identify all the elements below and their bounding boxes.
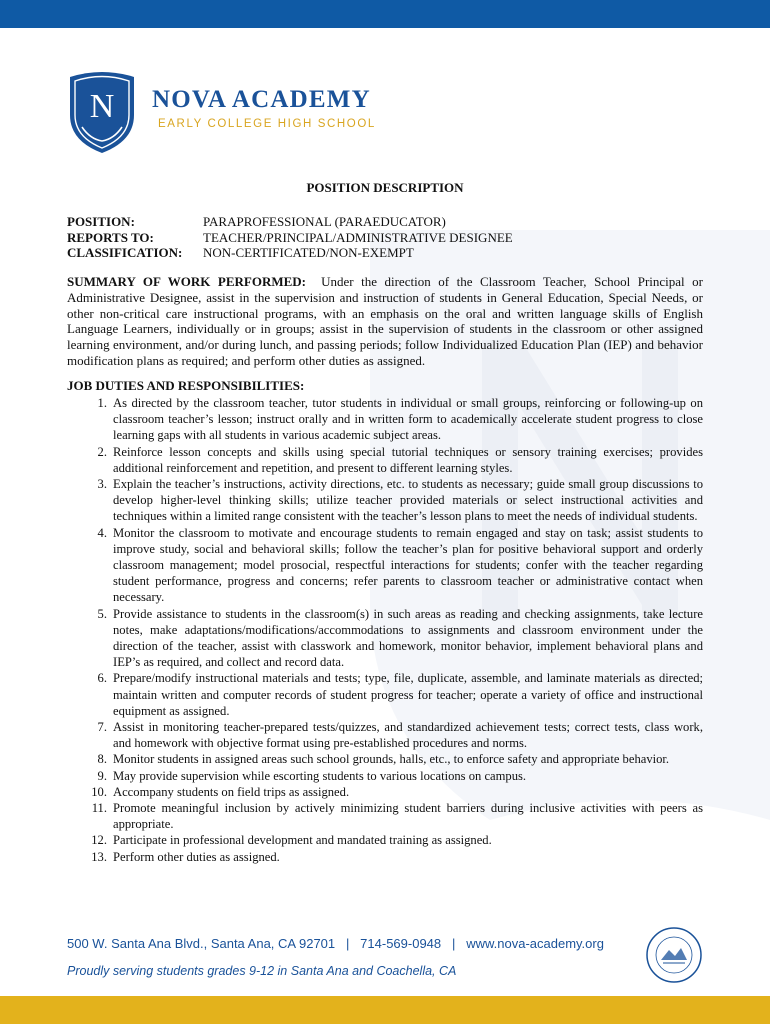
list-item [67, 670, 703, 719]
item-number: 6. [97, 671, 107, 686]
duties-heading: JOB DUTIES AND RESPONSIBILITIES: [67, 378, 305, 393]
meta-row-reports-to [67, 230, 513, 246]
list-item [67, 832, 703, 848]
position-meta [67, 214, 513, 261]
list-item [67, 800, 703, 832]
item-number: 3. [97, 477, 107, 492]
footer-tagline: Proudly serving students grades 9-12 in Santa Ana and Coachella, CA [67, 964, 457, 978]
item-text: Assist in monitoring teacher-prepared tests/quizzes, and standardized achievement tests; correct tests, class work, and homework with objective format using pre-established procedures and norms. [113, 720, 703, 751]
top-color-bar [0, 0, 770, 28]
item-text: May provide supervision while escorting students to various locations on campus. [113, 768, 527, 783]
item-text: Accompany students on field trips as assigned. [113, 784, 350, 799]
item-number: 5. [97, 606, 107, 621]
item-text: As directed by the classroom teacher, tutor students in individual or small groups, reinforcing or following-up on classroom teacher’s lesson; instruct orally and in written form to academically accelerate student progress to close learning gaps with all students in various academic subject areas. [113, 396, 703, 443]
item-number: 10. [91, 784, 107, 799]
item-number: 8. [97, 752, 107, 767]
item-text: Prepare/modify instructional materials and tests; type, file, duplicate, assemble, and laminate materials as directed; maintain written and computer records of student progress for teacher; operate a variety of office and instructional equipment as assigned. [113, 671, 703, 718]
meta-key: CLASSIFICATION: [67, 245, 183, 260]
item-text: Explain the teacher’s instructions, activity directions, etc. to students as necessary; guide small group discussions to develop higher-level thinking skills; utilize teacher provided materials or select instructional activities and techniques within a limited range consistent with the teacher’s lesson plans to meet the needs of individual students. [113, 477, 703, 524]
summary-text: Under the direction of the Classroom Teacher, School Principal or Administrative Designee, assist in the supervision and instruction of students in General Education, Special Needs, or other non-critical care instructional programs, with an emphasis on the oral and written language skills of English Language Learners, individually or in groups; assist in the supervision of students in the classroom or other assigned learning environment, and/or during lunch, and passing periods; follow Individualized Education Plan (IEP) and behavior modification plans as required; and perform other duties as assigned. [67, 274, 704, 368]
summary-label: SUMMARY OF WORK PERFORMED: [67, 274, 307, 289]
school-subtitle: EARLY COLLEGE HIGH SCHOOL [158, 118, 376, 130]
document-title: POSITION DESCRIPTION [306, 180, 464, 195]
accreditation-seal-icon [645, 926, 703, 984]
meta-value: NON-CERTIFICATED/NON-EXEMPT [203, 245, 414, 260]
list-item [67, 525, 703, 606]
meta-row-classification [67, 245, 513, 261]
item-number: 1. [97, 396, 107, 410]
school-name: NOVA ACADEMY [152, 86, 371, 113]
list-item [67, 751, 703, 767]
item-text: Monitor the classroom to motivate and encourage students to remain engaged and stay on task; assist students to improve study, social and behavioral skills; follow the teacher’s plan for positive behavioral support and orderly classroom management; model prosocial, respectful interactions for students; confer with the teacher regarding student performance, progress and concerns; refer parents to classroom teacher or administrative contact when necessary. [113, 525, 703, 605]
item-text: Perform other duties as assigned. [113, 849, 280, 864]
nova-shield-logo [66, 69, 138, 155]
meta-value: PARAPROFESSIONAL (PARAEDUCATOR) [203, 214, 446, 229]
footer-address: 500 W. Santa Ana Blvd., Santa Ana, CA 92701 | 714-569-0948 | www.nova-academy.org [67, 936, 604, 951]
item-number: 12. [91, 833, 107, 848]
item-text: Monitor students in assigned areas such school grounds, halls, etc., to enforce safety and appropriate behavior. [113, 752, 670, 767]
meta-key: POSITION: [67, 214, 135, 229]
item-number: 11. [91, 801, 107, 816]
item-number: 7. [97, 720, 107, 735]
item-text: Promote meaningful inclusion by actively minimizing student barriers during inclusive activities with peers as appropriate. [113, 801, 703, 832]
logo-letter: N [89, 88, 115, 125]
item-text: Provide assistance to students in the classroom(s) in such areas as reading and checking assignments, take lecture notes, make adaptations/modifications/accommodations to assignments and classroom environment under the direction of the teacher, assist with classwork and homework, monitor behavior, implement behavioral plans and IEP’s as required, and collect and record data. [113, 606, 703, 670]
list-item [67, 395, 703, 444]
meta-value: TEACHER/PRINCIPAL/ADMINISTRATIVE DESIGNEE [203, 229, 513, 245]
list-item [67, 784, 703, 800]
meta-key: REPORTS TO: [67, 229, 154, 245]
list-item [67, 849, 703, 865]
item-number: 9. [97, 768, 107, 783]
duties-list [67, 395, 703, 865]
item-text: Reinforce lesson concepts and skills using special tutorial techniques or sensory training exercises; provides additional reinforcement and repetition, and present to different learning styles. [113, 444, 703, 475]
item-text: Participate in professional development and mandated training as assigned. [113, 833, 492, 848]
list-item [67, 476, 703, 525]
item-number: 4. [97, 525, 107, 540]
summary-paragraph [67, 274, 703, 369]
list-item [67, 719, 703, 751]
item-number: 2. [97, 444, 107, 459]
item-number: 13. [91, 849, 107, 864]
list-item [67, 606, 703, 671]
meta-row-position [67, 214, 513, 230]
bottom-color-bar [0, 996, 770, 1024]
list-item [67, 444, 703, 476]
list-item [67, 768, 703, 784]
